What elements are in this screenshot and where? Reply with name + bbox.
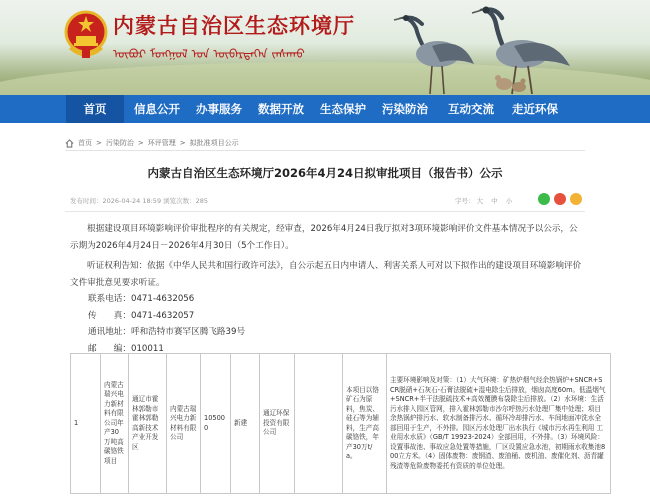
nav-services[interactable]: 办事服务 [196,102,242,116]
breadcrumb [65,138,239,148]
article-paragraph-hearing: 听证权利告知：依据《中华人民共和国行政许可法》，自公示起五日内申请人、利害关系人可对以下拟作出的建设项目环境影响评价文件审批意见要求听证。 [70,261,582,288]
nav-pollution-control[interactable]: 污染防治 [382,102,428,116]
article-paragraph-intro: 根据建设项目环境影响评价审批程序的有关规定，经审查，2026年4月24日我厅拟对3项环境影响评价文件基本情况予以公示，公示期为2026年4月24日－2026年4月30日（5个工作日）。 [70,224,578,251]
contact-phone-label: 联系电话： [88,294,131,304]
main-nav [0,95,650,123]
table-cell-location: 通辽市霍林郭勒市霍林郭勒高新技术产业开发区 [129,354,167,494]
font-size-selector [455,196,512,205]
contact-address-label: 通讯地址： [88,327,131,337]
contact-fax [88,309,194,321]
breadcrumb-item-pollution[interactable]: 污染防治 [105,139,134,147]
home-icon [65,139,74,148]
breadcrumb-separator: > [179,139,186,147]
font-size-small[interactable]: 小 [505,197,513,205]
article-title: 内蒙古自治区生态环境厅2026年4月24日拟审批项目（报告书）公示 [147,166,503,180]
table-cell-eia-unit: 通辽环保投资有限公司 [260,354,295,494]
contact-address-value: 呼和浩特市赛罕区腾飞路39号 [130,327,246,337]
nav-info-disclosure[interactable]: 信息公开 [134,102,180,116]
mongolian-site-title: ᠥᠪᠦᠷ ᠮᠣᠩᠭᠣᠯ ᠤᠨ ᠥᠪᠡᠷᠲᠡᠭᠡᠨ ᠵᠠᠰᠠᠬᠤ [113,47,305,61]
article-meta: 发布时间：2026-04-24 18:59 浏览次数：285 [70,197,209,205]
chick-illustration [492,70,528,95]
breadcrumb-item-current[interactable]: 拟批准项目公示 [189,139,239,147]
contact-postcode-value: 010011 [130,344,164,354]
nav-about-env[interactable]: 走近环保 [512,102,558,116]
breadcrumb-item-home[interactable]: 首页 [78,139,92,147]
share-qzone-icon[interactable] [570,193,582,205]
contact-phone-value: 0471-4632056 [130,294,195,304]
breadcrumb-separator: > [96,139,102,147]
breadcrumb-item-eia[interactable]: 环评管理 [147,139,176,147]
breadcrumb-divider [65,150,585,151]
contact-fax-value: 0471-4632057 [130,311,195,321]
table-cell-project-name: 内蒙古瑞兴电力新材料有限公司年产30万吨高碳铬铁项目 [101,354,129,494]
nav-open-data[interactable]: 数据开放 [258,102,304,116]
table-cell-company: 内蒙古瑞兴电力新材料有限公司 [167,354,201,494]
font-size-label: 字号： [455,197,475,205]
table-cell-measures: 主要环境影响及对策：（1）大气环境：矿热炉烟气经余热锅炉+SNCR+SCR脱硝+石灰石-石膏法脱硫+湿电除尘后排放，烟囱高度60m。低温烟气+SNCR+半干法脱硫技术+高效覆膜布袋除尘后排放。（2）水环境：生活污水排入园区管网，排入霍林郭勒市沙尔呼热污水处理厂集中处理；项目余热锅炉排污水、软水制备排污水、循环冷却排污水、车间地面冲洗水全部回用于生产，不外排。园区污水处理厂出水执行《城市污水再生利用 工业用水水质》（GB/T 19923-2024）全部回用，不外排。（3）环境风险：设置事故池、事故应急处置等措施，厂区设置应急水池，初期雨水收集池800立方米。（4）固体废物：废钢渣、废油桶、废机油、废催化剂、沥青罐残渣等危险废物委托有资质的单位处理。 [387,354,611,494]
share-wechat-icon[interactable] [538,193,550,205]
nav-interaction[interactable]: 互动交流 [448,102,494,116]
meta-divider [65,211,585,212]
site-header [0,0,650,95]
table-cell-investment: 105000 [201,354,231,494]
table-row [71,354,611,494]
table-cell-spacer [295,354,343,494]
share-weibo-icon[interactable] [554,193,566,205]
table-cell-type: 新建 [231,354,260,494]
breadcrumb-separator: > [137,139,144,147]
site-title[interactable]: 内蒙古自治区生态环境厅 [113,13,355,38]
project-table [70,353,611,494]
table-cell-index: 1 [71,354,101,494]
font-size-medium[interactable]: 中 [491,197,498,205]
nav-eco-protection[interactable]: 生态保护 [320,102,366,116]
font-size-large[interactable]: 大 [476,197,484,205]
contact-postcode-label: 邮 编： [88,344,131,354]
national-emblem-icon[interactable] [64,10,108,60]
contact-phone [88,292,194,304]
nav-home[interactable]: 首页 [66,95,124,123]
table-cell-summary: 本项目以铬矿石为原料，焦炭、硅石等为辅料，生产高碳铬铁，年产30万t/a。 [343,354,387,494]
contact-address [88,325,245,337]
contact-fax-label: 传 真： [88,311,131,321]
